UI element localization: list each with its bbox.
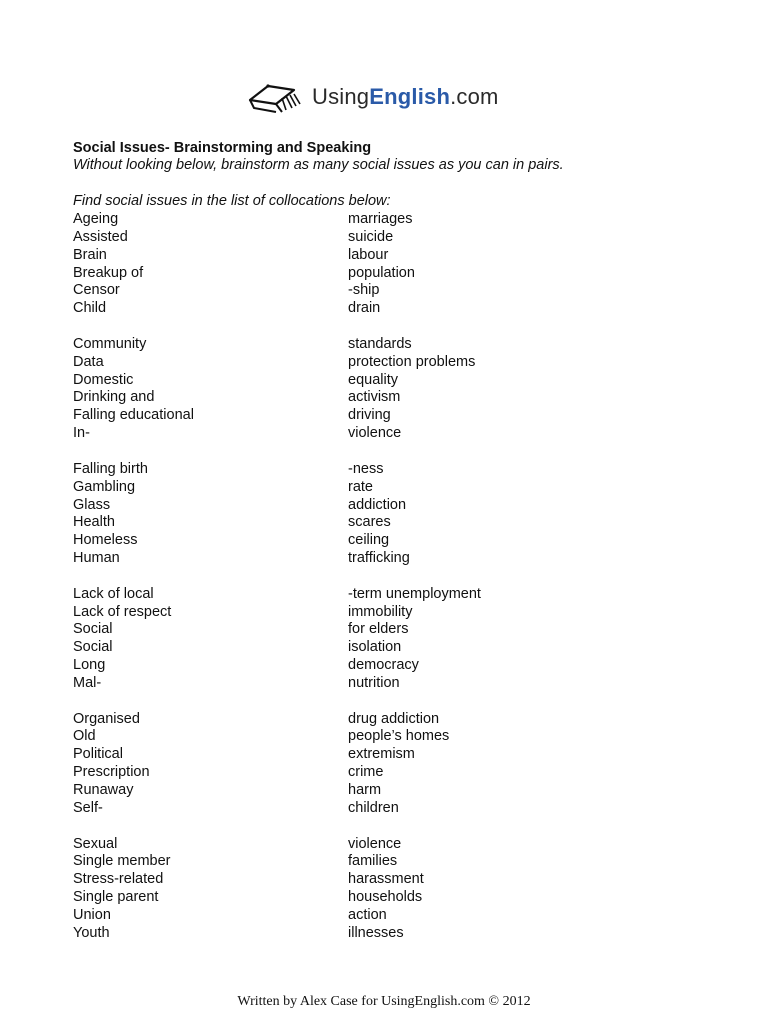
collocation-first-word: Political bbox=[73, 746, 123, 763]
collocation-first-word: Censor bbox=[73, 282, 120, 299]
collocation-second-word: isolation bbox=[348, 639, 402, 656]
collocation-second-word: suicide bbox=[348, 228, 394, 245]
collocation-first-word: Falling educational bbox=[73, 407, 194, 424]
collocation-second-word: households bbox=[348, 889, 423, 906]
collocation-group bbox=[73, 711, 333, 818]
collocation-first-word: Mal- bbox=[73, 674, 102, 691]
collocation-first-word: Health bbox=[73, 514, 115, 531]
collocation-second-word: drain bbox=[348, 300, 381, 317]
collocation-first-word: Child bbox=[73, 300, 107, 317]
collocation-second-word: ceiling bbox=[348, 532, 390, 549]
collocation-second-word: families bbox=[348, 853, 398, 870]
collocation-second-word: scares bbox=[348, 514, 391, 531]
collocation-group bbox=[73, 586, 333, 693]
collocation-second-word: for elders bbox=[348, 621, 409, 638]
collocation-second-word: crime bbox=[348, 764, 384, 781]
collocation-group bbox=[73, 461, 333, 568]
collocation-first-word: Falling birth bbox=[73, 460, 148, 477]
collocation-second-word: -ship bbox=[348, 282, 380, 299]
mortarboard-logo-icon bbox=[246, 78, 304, 118]
collocation-first-word: Lack of respect bbox=[73, 603, 172, 620]
collocation-first-word: Long bbox=[73, 657, 106, 674]
collocation-second-word: democracy bbox=[348, 657, 419, 674]
collocation-group bbox=[348, 711, 648, 818]
collocation-group bbox=[73, 336, 333, 443]
page-footer: Written by Alex Case for UsingEnglish.com © 2012 bbox=[237, 994, 531, 1009]
collocation-first-word: Glass bbox=[73, 496, 111, 513]
collocation-first-word: Assisted bbox=[73, 228, 128, 245]
collocation-first-word: Gambling bbox=[73, 478, 136, 495]
logo-text-using: Using bbox=[312, 84, 370, 109]
logo-text-com: .com bbox=[450, 84, 499, 109]
collocation-second-word: nutrition bbox=[348, 674, 400, 691]
logo-text-english: English bbox=[369, 84, 451, 109]
collocation-second-word: marriages bbox=[348, 211, 413, 227]
collocation-first-word: In- bbox=[73, 425, 90, 442]
worksheet-subtitle: Without looking below, brainstorm as many social issues as you can in pairs. bbox=[73, 157, 564, 173]
collocation-second-word: equality bbox=[348, 371, 398, 388]
collocation-group bbox=[348, 336, 648, 443]
collocation-first-word: Homeless bbox=[73, 532, 138, 549]
collocation-first-word: Single member bbox=[73, 853, 171, 870]
collocation-second-word: violence bbox=[348, 425, 402, 442]
collocation-first-word: Social bbox=[73, 639, 113, 656]
collocation-second-word: violence bbox=[348, 835, 402, 852]
collocation-second-word: harassment bbox=[348, 871, 424, 888]
collocation-first-word: Social bbox=[73, 621, 113, 638]
collocation-second-word: illnesses bbox=[348, 924, 404, 941]
collocation-second-word: labour bbox=[348, 246, 389, 263]
collocation-second-word: drug addiction bbox=[348, 710, 440, 727]
collocation-second-word: action bbox=[348, 906, 387, 923]
collocation-first-word: Ageing bbox=[73, 211, 119, 227]
collocation-second-word: population bbox=[348, 264, 415, 281]
collocation-second-word: standards bbox=[348, 335, 412, 352]
collocation-first-word: Brain bbox=[73, 246, 107, 263]
collocation-first-word: Lack of local bbox=[73, 585, 154, 602]
collocation-second-word: children bbox=[348, 799, 399, 816]
collocation-first-word: Human bbox=[73, 550, 120, 567]
collocation-second-word: -ness bbox=[348, 460, 384, 477]
collocation-first-word: Sexual bbox=[73, 835, 118, 852]
collocation-first-word: Domestic bbox=[73, 371, 134, 388]
collocation-second-word: people’s homes bbox=[348, 728, 450, 745]
collocation-second-word: immobility bbox=[348, 603, 413, 620]
collocation-first-word: Breakup of bbox=[73, 264, 144, 281]
worksheet-title: Social Issues- Brainstorming and Speaking bbox=[73, 140, 372, 156]
collocation-group bbox=[348, 461, 648, 568]
collocation-right-column bbox=[348, 211, 648, 960]
collocation-second-word: trafficking bbox=[348, 550, 410, 567]
usingenglish-logo bbox=[246, 78, 536, 118]
collocation-first-word: Stress-related bbox=[73, 871, 164, 888]
collocation-first-word: Drinking and bbox=[73, 389, 155, 406]
collocation-first-word: Youth bbox=[73, 924, 110, 941]
collocation-first-word: Self- bbox=[73, 799, 103, 816]
collocation-first-word: Community bbox=[73, 335, 147, 352]
collocation-first-word: Single parent bbox=[73, 889, 159, 906]
collocation-first-word: Union bbox=[73, 906, 111, 923]
collocation-first-word: Data bbox=[73, 353, 104, 370]
collocation-first-word: Runaway bbox=[73, 782, 134, 798]
collocation-group bbox=[73, 836, 333, 943]
collocation-second-word: activism bbox=[348, 389, 401, 406]
collocation-second-word: protection problems bbox=[348, 353, 476, 370]
collocation-second-word: -term unemployment bbox=[348, 585, 481, 602]
worksheet-instruction: Find social issues in the list of collocations below: bbox=[73, 193, 391, 209]
collocation-second-word: extremism bbox=[348, 746, 415, 763]
collocation-second-word: harm bbox=[348, 782, 382, 798]
collocation-first-word: Old bbox=[73, 728, 96, 745]
collocation-first-word: Organised bbox=[73, 710, 140, 727]
collocation-second-word: addiction bbox=[348, 496, 407, 513]
collocation-group bbox=[348, 211, 648, 318]
collocation-second-word: driving bbox=[348, 407, 391, 424]
collocation-left-column bbox=[73, 211, 333, 960]
collocation-second-word: rate bbox=[348, 478, 373, 495]
collocation-group bbox=[348, 586, 648, 693]
collocation-group bbox=[348, 836, 648, 943]
collocation-group bbox=[73, 211, 333, 318]
collocation-first-word: Prescription bbox=[73, 764, 150, 781]
